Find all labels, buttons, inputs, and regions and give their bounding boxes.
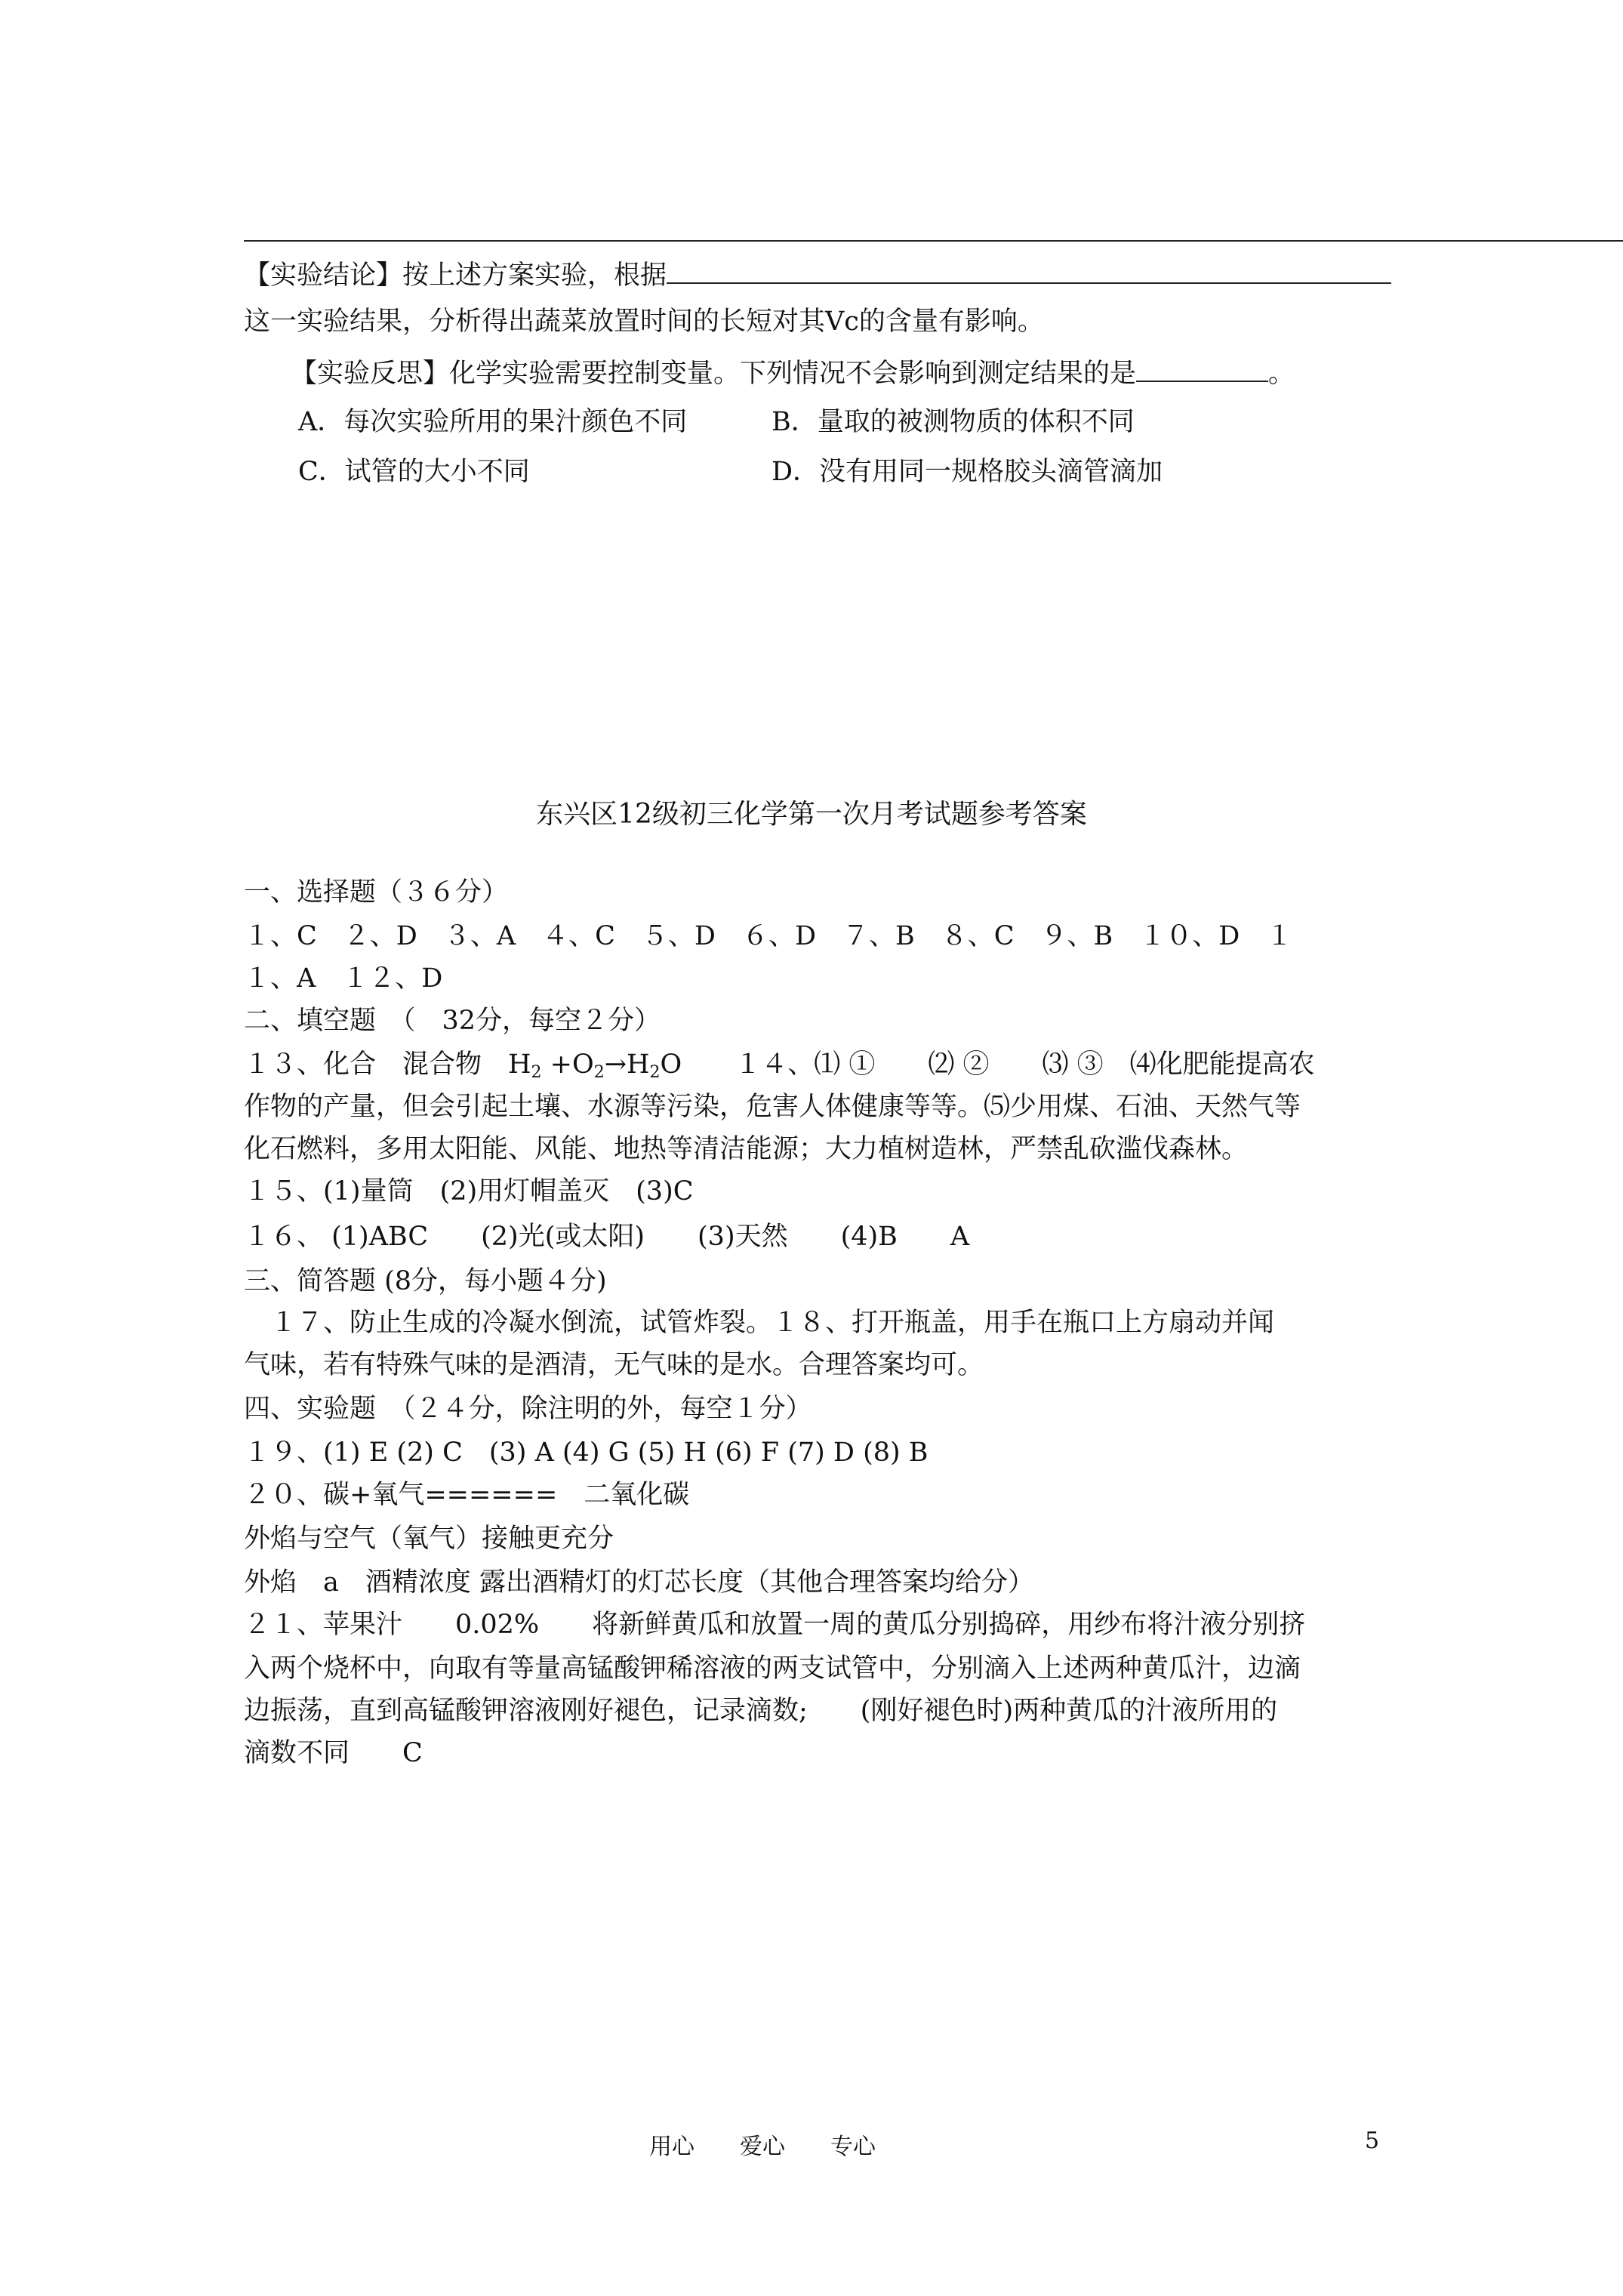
section2-q13-14	[244, 1048, 1315, 1084]
section2-q14-line2: 作物的产量，但会引起土壤、水源等污染，危害人体健康等等。⑸少用煤、石油、天然气等	[244, 1092, 1301, 1122]
option-a: A．每次实验所用的果汁颜色不同	[298, 407, 688, 437]
conclusion-blank	[667, 257, 1391, 284]
option-c: C．试管的大小不同	[298, 457, 530, 487]
q13-sub1: 2	[531, 1063, 542, 1082]
section4-q21-line3: 边振荡，直到高锰酸钾溶液刚好褪色，记录滴数; (刚好褪色时)两种黄瓜的汁液所用的	[244, 1696, 1278, 1726]
reflection-end: 。	[1268, 359, 1295, 389]
q13-part1: １３、化合 混合物 H	[244, 1049, 531, 1080]
section4-q21-line4: 滴数不同 C	[244, 1738, 423, 1768]
reflection-line	[291, 355, 1295, 392]
section2-q15: １５、(1)量筒 (2)用灯帽盖灭 (3)C	[244, 1176, 694, 1207]
q13-part3: →H	[604, 1049, 650, 1080]
section4-heading: 四、实验题 （２４分，除注明的外，每空１分）	[244, 1394, 812, 1424]
reflection-text: 【实验反思】化学实验需要控制变量。下列情况不会影响到测定结果的是	[291, 359, 1137, 389]
footer-motto: 用心 爱心 专心	[649, 2134, 876, 2160]
q13-part4: O １４、⑴ ① ⑵ ② ⑶ ③ ⑷化肥能提高农	[660, 1049, 1315, 1080]
section2-q16: １６、 (1)ABC (2)光(或太阳) (3)天然 (4)B A	[244, 1222, 970, 1252]
q13-sub2: 2	[593, 1063, 605, 1082]
section4-q19: １９、(1) E (2) C (3) A (4) G (5) H (6) F (7) D (8) B	[244, 1438, 929, 1468]
section4-q20-c: 外焰 a 酒精浓度 露出酒精灯的灯芯长度（其他合理答案均给分）	[244, 1567, 1034, 1598]
option-d: D．没有用同一规格胶头滴管滴加	[771, 457, 1163, 487]
header-rule	[244, 240, 1623, 242]
conclusion-continuation: 这一实验结果，分析得出蔬菜放置时间的长短对其Vc的含量有影响。	[244, 307, 1044, 337]
section1-heading: 一、选择题（３６分）	[244, 877, 509, 908]
reflection-blank	[1136, 355, 1268, 382]
q13-sub3: 2	[649, 1063, 661, 1082]
q13-part2: +O	[541, 1049, 594, 1080]
conclusion-label: 【实验结论】按上述方案实验，根据	[244, 260, 667, 291]
section3-line2: 气味，若有特殊气味的是酒清，无气味的是水。合理答案均可。	[244, 1350, 984, 1380]
section3-heading: 三、简答题 (8分，每小题４分)	[244, 1266, 607, 1296]
section1-line2: １、A １２、D	[244, 963, 443, 994]
option-b: B．量取的被测物质的体积不同	[771, 407, 1135, 437]
section4-q20-b: 外焰与空气（氧气）接触更充分	[244, 1524, 614, 1554]
conclusion-line	[244, 257, 1391, 294]
section2-heading: 二、填空题 （ 32分，每空２分）	[244, 1006, 661, 1036]
section2-q14-line3: 化石燃料，多用太阳能、风能、地热等清洁能源；大力植树造林，严禁乱砍滥伐森林。	[244, 1134, 1249, 1164]
page-number: 5	[1365, 2128, 1380, 2154]
section1-line1: １、C ２、D ３、A ４、C ５、D ６、D ７、B ８、C ９、B １０、D １	[244, 921, 1293, 951]
section4-q21-line2: 入两个烧杯中，向取有等量高锰酸钾稀溶液的两支试管中，分别滴入上述两种黄瓜汁，边滴	[244, 1653, 1301, 1684]
section4-q20: ２０、碳+氧气====== 二氧化碳	[244, 1480, 690, 1510]
section3-line1: １７、防止生成的冷凝水倒流，试管炸裂。１８、打开瓶盖，用手在瓶口上方扇动并闻	[244, 1308, 1275, 1338]
section4-q21-line1: ２１、苹果汁 0.02% 将新鲜黄瓜和放置一周的黄瓜分别捣碎，用纱布将汁液分别挤	[244, 1610, 1306, 1640]
answer-title: 东兴区12级初三化学第一次月考试题参考答案	[536, 799, 1087, 830]
